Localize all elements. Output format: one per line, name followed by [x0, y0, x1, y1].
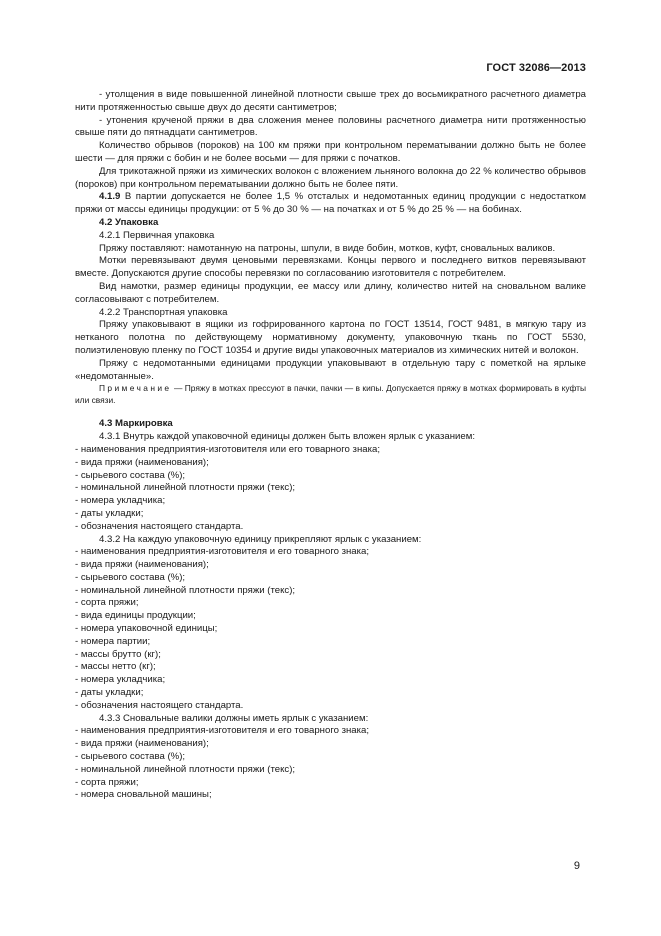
list-item: - номинальной линейной плотности пряжи (текс);: [75, 584, 296, 596]
section-heading-marking: 4.3 Маркировка: [99, 418, 173, 430]
note-text: — Пряжу в мотках прессуют в пачки, пачки — в кипы. Допускается пряжу в мотках формировать в куфты или связи.: [75, 383, 586, 405]
paragraph: Пряжу поставляют: намотанную на патроны, шпули, в виде бобин, мотков, куфт, сновальных валиков.: [99, 242, 556, 254]
list-item: - наименования предприятия-изготовителя и его товарного знака;: [75, 546, 370, 558]
paragraph: Для трикотажной пряжи из химических волокон с вложением льняного волокна до 22 % количество обрывов (пороков) при контрольном перематывании должно быть не более пяти.: [75, 165, 586, 190]
paragraph: Пряжу с недомотанными единицами продукции упаковывают в отдельную тару с пометкой на ярлыке «недомотанные».: [75, 357, 586, 382]
list-item: - номера партии;: [75, 635, 151, 647]
list-item: - номера укладчика;: [75, 495, 166, 507]
page-number: 9: [573, 860, 580, 872]
paragraph: - утонения крученой пряжи в два сложения менее половины расчетного диаметра нити протяженностью свыше пяти до пятнадцати сантиметров.: [75, 114, 586, 139]
clause-4-1-9: [75, 191, 586, 217]
clause-text: В партии допускается не более 1,5 % отсталых и недомотанных единиц продукции с недостатком пряжи от массы единицы продукции: от 5 % до 30 % — на початках и от 5 % до 25 % — на бобинах.: [75, 191, 586, 216]
list-item: - номера упаковочной единицы;: [75, 623, 218, 635]
list-item: - вида единицы продукции;: [75, 610, 196, 622]
list-item: - вида пряжи (наименования);: [75, 456, 209, 468]
list-item: - даты укладки;: [75, 687, 144, 699]
subsection-heading: 4.3.3 Сновальные валики должны иметь ярлык с указанием:: [99, 712, 369, 724]
list-item: - сырьевого состава (%);: [75, 751, 186, 763]
standard-code-header: ГОСТ 32086—2013: [486, 62, 586, 74]
note-label: Примечание: [99, 383, 172, 394]
note: [75, 383, 586, 406]
paragraph: Пряжу упаковывают в ящики из гофрированного картона по ГОСТ 13514, ГОСТ 9481, в мягкую тару из нетканого полотна по действующему нормативному документу, упаковочную ткань по ГОСТ 5530, полиэтиленовую пленку по ГОСТ 10354 и другие виды упаковочных материалов из химических нитей и волокон.: [75, 319, 586, 356]
document-body: [75, 89, 586, 802]
list-item: - номера укладчика;: [75, 674, 166, 686]
list-4-3-2: [75, 546, 586, 712]
list-item: - вида пряжи (наименования);: [75, 738, 209, 750]
subsection-heading: 4.2.1 Первичная упаковка: [99, 229, 215, 241]
paragraph: Мотки перевязывают двумя ценовыми перевязками. Концы первого и последнего витков перевязывают вместе. Допускаются другие способы перевязки по согласованию изготовителя с потребителем.: [75, 255, 586, 280]
list-item: - номера сновальной машины;: [75, 789, 212, 801]
subsection-heading: 4.2.2 Транспортная упаковка: [99, 306, 228, 318]
list-item: - наименования предприятия-изготовителя и его товарного знака;: [75, 725, 370, 737]
list-item: - сорта пряжи;: [75, 776, 139, 788]
list-item: - сырьевого состава (%);: [75, 469, 186, 481]
list-item: - сырьевого состава (%);: [75, 571, 186, 583]
list-4-3-1: [75, 444, 586, 534]
list-item: - вида пряжи (наименования);: [75, 559, 209, 571]
subsection-heading: 4.3.2 На каждую упаковочную единицу прикрепляют ярлык с указанием:: [99, 533, 422, 545]
list-item: - обозначения настоящего стандарта.: [75, 520, 244, 532]
list-item: - массы брутто (кг);: [75, 648, 161, 660]
paragraph: Количество обрывов (пороков) на 100 км пряжи при контрольном перематывании должно быть не более шести — для пряжи с бобин и не более восьми — для пряжи с початков.: [75, 140, 586, 164]
list-item: - номинальной линейной плотности пряжи (текс);: [75, 763, 296, 775]
clause-number: 4.1.9: [99, 191, 121, 203]
list-item: - обозначения настоящего стандарта.: [75, 699, 244, 711]
list-item: - наименования предприятия-изготовителя или его товарного знака;: [75, 443, 381, 455]
paragraph: - утолщения в виде повышенной линейной плотности свыше трех до восьмикратного расчетного диаметра нити протяженностью свыше двух до десяти сантиметров;: [75, 89, 586, 113]
paragraph: Вид намотки, размер единицы продукции, ее массу или длину, количество нитей на сновальном валике согласовывают с потребителем.: [75, 280, 586, 305]
list-4-3-3: [75, 725, 586, 802]
section-heading-packaging: 4.2 Упаковка: [99, 216, 159, 228]
list-item: - номинальной линейной плотности пряжи (текс);: [75, 482, 296, 494]
list-item: - сорта пряжи;: [75, 597, 139, 609]
list-item: - массы нетто (кг);: [75, 661, 156, 673]
subsection-heading: 4.3.1 Внутрь каждой упаковочной единицы должен быть вложен ярлык с указанием:: [99, 431, 475, 443]
list-item: - даты укладки;: [75, 507, 144, 519]
